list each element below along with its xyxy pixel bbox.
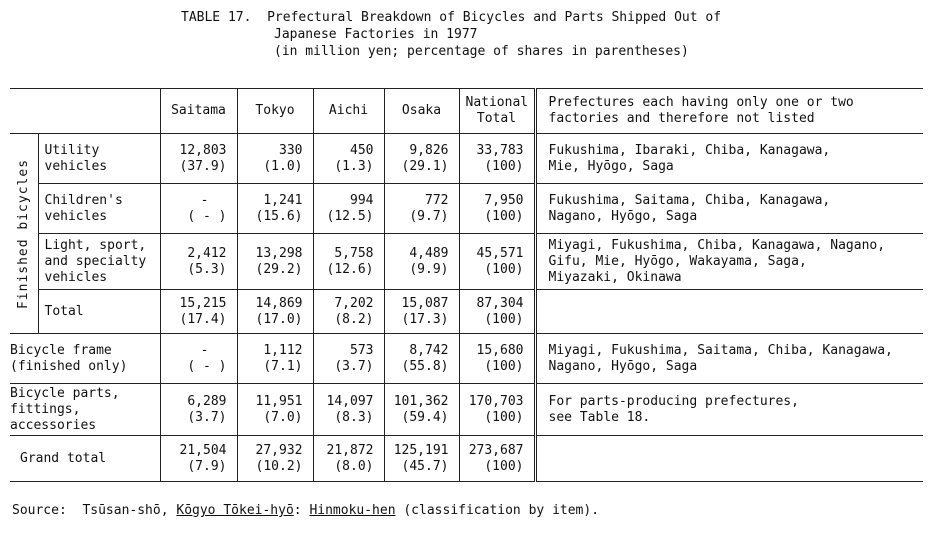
cell-text: 4,489 <box>409 245 449 261</box>
cell-text: accessories <box>10 417 97 433</box>
cell-text: 170,703 <box>468 393 524 409</box>
cell-text: Miyazaki, Okinawa <box>548 269 682 285</box>
cell-text: (29.1) <box>401 158 449 174</box>
source-prefix: Source: Tsūsan-shō, <box>12 503 177 518</box>
cell-text: 7,202 <box>334 295 374 311</box>
source-title-hinmoku: Hinmoku-hen <box>309 503 396 518</box>
header-row <box>10 89 923 134</box>
cell-osaka <box>384 184 459 234</box>
table-subtitle: Japanese Factories in 1977 <box>274 27 478 42</box>
cell-text: 5,758 <box>334 245 374 261</box>
row-label <box>38 184 160 234</box>
finished-bicycles-group-label: Finished bicycles <box>10 134 38 334</box>
cell-osaka <box>384 290 459 334</box>
cell-saitama <box>160 334 237 384</box>
cell-text: 7,950 <box>484 192 524 208</box>
cell-tokyo <box>237 384 313 436</box>
source-note <box>12 503 599 518</box>
cell-text: 15,680 <box>476 342 524 358</box>
cell-text: and specialty <box>44 253 147 269</box>
header-prefs-line1: Prefectures each having only one or two <box>548 95 854 110</box>
cell-text: (8.0) <box>334 458 374 474</box>
cell-text: 6,289 <box>187 393 227 409</box>
cell-text: (59.4) <box>401 409 449 425</box>
cell-text: Grand total <box>20 450 107 466</box>
cell-text: (finished only) <box>10 358 128 374</box>
cell-text: 450 <box>350 142 374 158</box>
cell-text: (100) <box>484 458 524 474</box>
cell-text: Nagano, Hyōgo, Saga <box>548 208 698 224</box>
cell-text: (17.3) <box>401 311 449 327</box>
row-label <box>38 134 160 184</box>
cell-osaka <box>384 234 459 290</box>
cell-text: 12,803 <box>179 142 227 158</box>
table-row <box>10 234 923 290</box>
table-row <box>10 384 923 436</box>
table-title: TABLE 17. Prefectural Breakdown of Bicycles and Parts Shipped Out of <box>181 10 722 25</box>
cell-national <box>459 384 535 436</box>
row-label <box>10 334 160 384</box>
cell-prefectures <box>535 384 923 436</box>
header-aichi: Aichi <box>313 89 384 134</box>
cell-text: Miyagi, Fukushima, Saitama, Chiba, Kanagawa, <box>548 342 893 358</box>
cell-text: Gifu, Mie, Hyōgo, Wakayama, Saga, <box>548 253 807 269</box>
cell-national <box>459 184 535 234</box>
cell-text: (5.3) <box>187 261 227 277</box>
cell-text: 14,097 <box>326 393 374 409</box>
cell-text: (9.9) <box>409 261 449 277</box>
cell-text: (55.8) <box>401 358 449 374</box>
cell-text: see Table 18. <box>548 409 651 425</box>
cell-text: 1,241 <box>263 192 303 208</box>
cell-text: 13,298 <box>255 245 303 261</box>
cell-text: 45,571 <box>476 245 524 261</box>
header-national-total <box>459 89 535 134</box>
cell-text: vehicles <box>44 208 108 224</box>
cell-text: (17.0) <box>255 311 303 327</box>
cell-aichi <box>313 234 384 290</box>
cell-text: (100) <box>484 261 524 277</box>
header-other-prefectures <box>535 89 923 134</box>
cell-text: (100) <box>484 409 524 425</box>
cell-osaka <box>384 134 459 184</box>
cell-text: 994 <box>350 192 374 208</box>
table-row <box>10 290 923 334</box>
cell-aichi <box>313 184 384 234</box>
header-saitama: Saitama <box>160 89 237 134</box>
cell-text: 330 <box>279 142 303 158</box>
cell-text: (3.7) <box>187 409 227 425</box>
cell-text: 2,412 <box>187 245 227 261</box>
table-row <box>10 184 923 234</box>
cell-national <box>459 334 535 384</box>
cell-prefectures <box>535 134 923 184</box>
cell-text: (100) <box>484 158 524 174</box>
cell-text: fittings, <box>10 401 81 417</box>
cell-tokyo <box>237 290 313 334</box>
cell-osaka <box>384 436 459 482</box>
cell-text: ( - ) <box>187 358 227 374</box>
cell-aichi <box>313 384 384 436</box>
cell-text: Utility <box>44 142 100 158</box>
cell-prefectures <box>535 334 923 384</box>
cell-aichi <box>313 290 384 334</box>
cell-text: (3.7) <box>334 358 374 374</box>
cell-text: (45.7) <box>401 458 449 474</box>
cell-tokyo <box>237 436 313 482</box>
cell-text: 21,872 <box>326 442 374 458</box>
cell-osaka <box>384 334 459 384</box>
cell-text: vehicles <box>44 269 108 285</box>
table-row <box>10 436 923 482</box>
cell-text: 11,951 <box>255 393 303 409</box>
cell-text: 15,215 <box>179 295 227 311</box>
cell-text: Mie, Hyōgo, Saga <box>548 158 674 174</box>
cell-saitama <box>160 384 237 436</box>
cell-text: 9,826 <box>409 142 449 158</box>
header-national-line1: National <box>465 95 529 110</box>
cell-national <box>459 234 535 290</box>
cell-saitama <box>160 234 237 290</box>
cell-tokyo <box>237 184 313 234</box>
cell-national <box>459 290 535 334</box>
cell-text: ( - ) <box>187 208 227 224</box>
cell-text: (7.1) <box>263 358 303 374</box>
header-national-line2: Total <box>476 111 517 126</box>
header-prefs-line2: factories and therefore not listed <box>548 111 815 126</box>
cell-text: (7.9) <box>187 458 227 474</box>
cell-text: (15.6) <box>255 208 303 224</box>
header-osaka: Osaka <box>384 89 459 134</box>
row-label <box>10 384 160 436</box>
source-colon: : <box>293 503 310 518</box>
header-blank <box>10 89 160 134</box>
row-label <box>38 290 160 334</box>
cell-text: (12.6) <box>326 261 374 277</box>
cell-text: Miyagi, Fukushima, Chiba, Kanagawa, Nagano, <box>548 237 886 253</box>
cell-text: (7.0) <box>263 409 303 425</box>
table-row <box>10 334 923 384</box>
cell-national <box>459 134 535 184</box>
cell-tokyo <box>237 334 313 384</box>
shipments-table <box>10 88 923 482</box>
cell-text: (12.5) <box>326 208 374 224</box>
cell-prefectures <box>535 436 923 482</box>
cell-text: (29.2) <box>255 261 303 277</box>
cell-text: (1.0) <box>263 158 303 174</box>
cell-text: (1.3) <box>334 158 374 174</box>
cell-text: (100) <box>484 208 524 224</box>
cell-text: (37.9) <box>179 158 227 174</box>
cell-text: (100) <box>484 311 524 327</box>
cell-aichi <box>313 334 384 384</box>
cell-text: - <box>200 192 209 208</box>
cell-saitama <box>160 134 237 184</box>
cell-aichi <box>313 436 384 482</box>
cell-text: 27,932 <box>255 442 303 458</box>
cell-saitama <box>160 436 237 482</box>
cell-text: (10.2) <box>255 458 303 474</box>
cell-text: (8.2) <box>334 311 374 327</box>
cell-aichi <box>313 134 384 184</box>
cell-tokyo <box>237 234 313 290</box>
cell-text: Light, sport, <box>44 237 147 253</box>
cell-text: Nagano, Hyōgo, Saga <box>548 358 698 374</box>
source-title-kogyo: Kōgyo Tōkei-hyō <box>176 503 294 518</box>
cell-text: (17.4) <box>179 311 227 327</box>
cell-text: Bicycle frame <box>10 342 112 358</box>
cell-text: (9.7) <box>409 208 449 224</box>
header-tokyo: Tokyo <box>237 89 313 134</box>
cell-text: 21,504 <box>179 442 227 458</box>
table-row <box>10 134 923 184</box>
row-label <box>38 234 160 290</box>
cell-text: 273,687 <box>468 442 524 458</box>
cell-text: 125,191 <box>393 442 449 458</box>
source-suffix: (classification by item). <box>395 503 600 518</box>
cell-tokyo <box>237 134 313 184</box>
cell-prefectures <box>535 234 923 290</box>
cell-national <box>459 436 535 482</box>
cell-saitama <box>160 290 237 334</box>
cell-text: 33,783 <box>476 142 524 158</box>
table-units-note: (in million yen; percentage of shares in parentheses) <box>274 44 689 59</box>
cell-text: - <box>200 342 209 358</box>
cell-text: 101,362 <box>393 393 449 409</box>
cell-text: 573 <box>350 342 374 358</box>
cell-saitama <box>160 184 237 234</box>
cell-text: 15,087 <box>401 295 449 311</box>
cell-prefectures <box>535 184 923 234</box>
cell-text: 14,869 <box>255 295 303 311</box>
cell-text: For parts-producing prefectures, <box>548 393 799 409</box>
cell-osaka <box>384 384 459 436</box>
cell-text: 772 <box>425 192 449 208</box>
row-label <box>10 436 160 482</box>
cell-text: Bicycle parts, <box>10 385 120 401</box>
cell-text: Children's <box>44 192 123 208</box>
cell-prefectures <box>535 290 923 334</box>
cell-text: (8.3) <box>334 409 374 425</box>
cell-text: (100) <box>484 358 524 374</box>
cell-text: vehicles <box>44 158 108 174</box>
cell-text: 8,742 <box>409 342 449 358</box>
cell-text: 1,112 <box>263 342 303 358</box>
cell-text: Fukushima, Ibaraki, Chiba, Kanagawa, <box>548 142 831 158</box>
cell-text: Total <box>44 303 84 319</box>
cell-text: 87,304 <box>476 295 524 311</box>
cell-text: Fukushima, Saitama, Chiba, Kanagawa, <box>548 192 831 208</box>
